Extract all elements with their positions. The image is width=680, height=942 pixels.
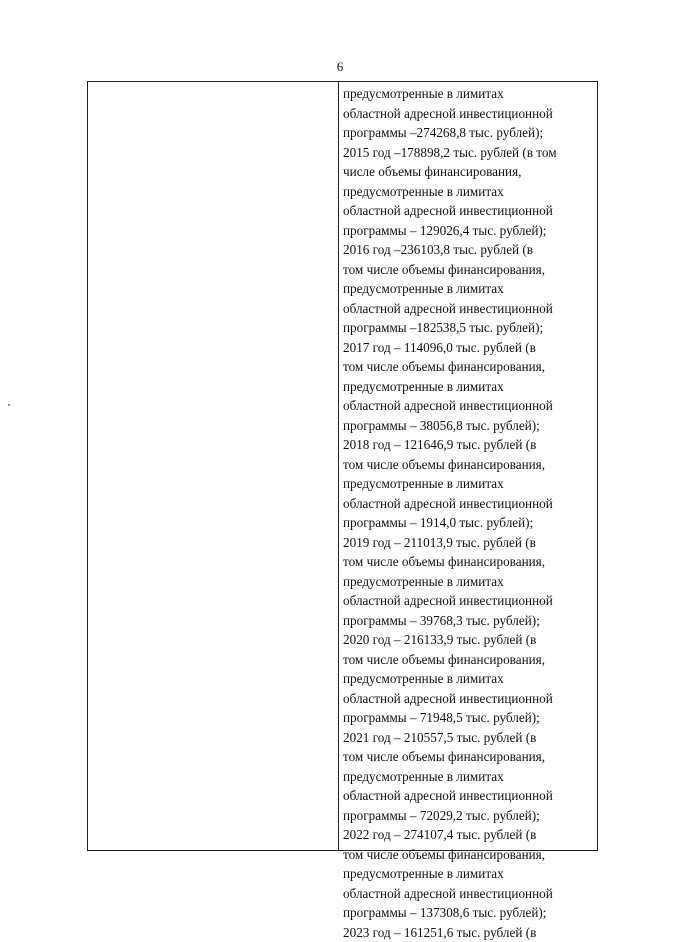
text-line: том числе объемы финансирования, <box>343 260 593 280</box>
text-line: программы – 71948,5 тыс. рублей); <box>343 708 593 728</box>
text-line: 2016 год –236103,8 тыс. рублей (в <box>343 240 593 260</box>
text-line: областной адресной инвестиционной <box>343 689 593 709</box>
text-line: областной адресной инвестиционной <box>343 786 593 806</box>
page-number: 6 <box>0 60 680 74</box>
text-line: предусмотренные в лимитах <box>343 572 593 592</box>
scan-artifact-dot <box>8 404 10 406</box>
text-line: том числе объемы финансирования, <box>343 455 593 475</box>
text-line: областной адресной инвестиционной <box>343 494 593 514</box>
table-cell-left <box>88 82 339 850</box>
text-line: 2023 год – 161251,6 тыс. рублей (в <box>343 923 593 942</box>
text-line: программы –274268,8 тыс. рублей); <box>343 123 593 143</box>
text-line: том числе объемы финансирования, <box>343 552 593 572</box>
text-line: предусмотренные в лимитах <box>343 474 593 494</box>
text-line: предусмотренные в лимитах <box>343 182 593 202</box>
text-line: предусмотренные в лимитах <box>343 377 593 397</box>
text-line: 2020 год – 216133,9 тыс. рублей (в <box>343 630 593 650</box>
text-line: 2018 год – 121646,9 тыс. рублей (в <box>343 435 593 455</box>
text-line: 2021 год – 210557,5 тыс. рублей (в <box>343 728 593 748</box>
text-line: программы – 38056,8 тыс. рублей); <box>343 416 593 436</box>
text-line: том числе объемы финансирования, <box>343 357 593 377</box>
text-line: областной адресной инвестиционной <box>343 884 593 904</box>
text-line: предусмотренные в лимитах <box>343 864 593 884</box>
text-line: программы – 129026,4 тыс. рублей); <box>343 221 593 241</box>
text-line: областной адресной инвестиционной <box>343 104 593 124</box>
text-line: программы – 137308,6 тыс. рублей); <box>343 903 593 923</box>
table-cell-right <box>339 82 597 850</box>
text-line: областной адресной инвестиционной <box>343 299 593 319</box>
text-line: программы –182538,5 тыс. рублей); <box>343 318 593 338</box>
text-line: числе объемы финансирования, <box>343 162 593 182</box>
text-line: предусмотренные в лимитах <box>343 279 593 299</box>
text-line: программы – 1914,0 тыс. рублей); <box>343 513 593 533</box>
text-line: том числе объемы финансирования, <box>343 650 593 670</box>
text-line: программы – 39768,3 тыс. рублей); <box>343 611 593 631</box>
text-line: предусмотренные в лимитах <box>343 84 593 104</box>
text-line: 2019 год – 211013,9 тыс. рублей (в <box>343 533 593 553</box>
text-line: предусмотренные в лимитах <box>343 767 593 787</box>
text-line: областной адресной инвестиционной <box>343 396 593 416</box>
text-line: областной адресной инвестиционной <box>343 591 593 611</box>
text-line: 2017 год – 114096,0 тыс. рублей (в <box>343 338 593 358</box>
text-line: предусмотренные в лимитах <box>343 669 593 689</box>
document-table <box>87 81 598 851</box>
text-line: 2022 год – 274107,4 тыс. рублей (в <box>343 825 593 845</box>
text-line: программы – 72029,2 тыс. рублей); <box>343 806 593 826</box>
text-line: 2015 год –178898,2 тыс. рублей (в том <box>343 143 593 163</box>
text-line: том числе объемы финансирования, <box>343 845 593 865</box>
text-line: областной адресной инвестиционной <box>343 201 593 221</box>
text-line: том числе объемы финансирования, <box>343 747 593 767</box>
